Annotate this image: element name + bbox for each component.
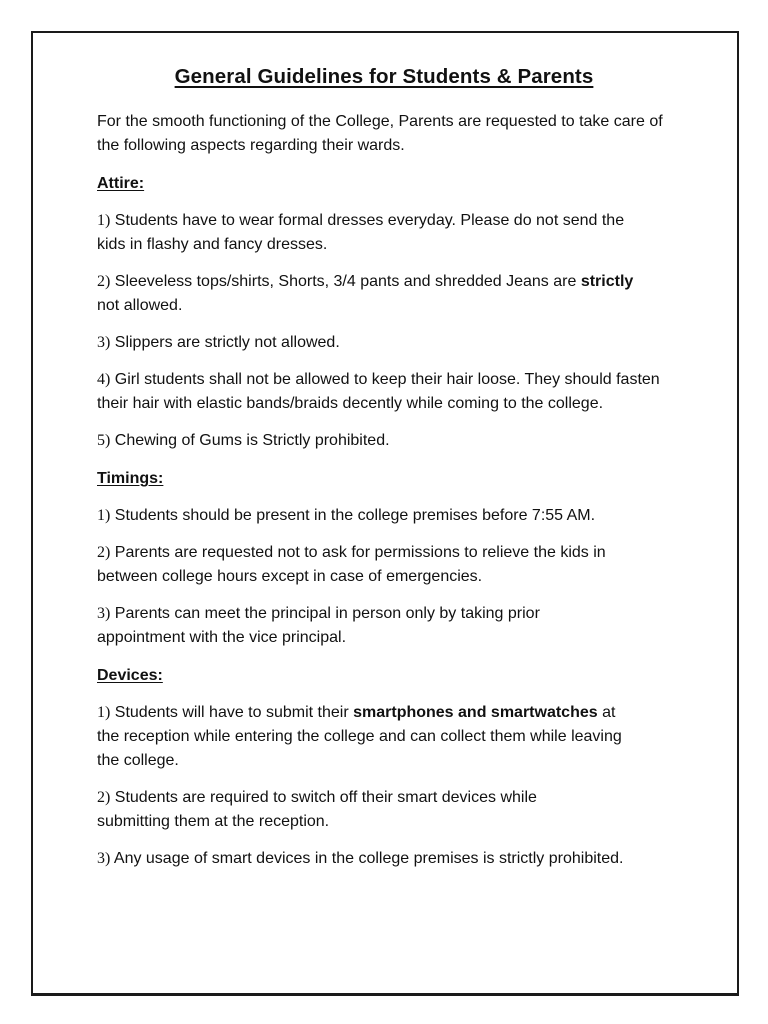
item-number: 2) (97, 789, 111, 806)
item-number: 5) (97, 432, 111, 449)
devices-item-2 (97, 786, 597, 834)
item-emphasis: smartphones and smartwatches (353, 704, 598, 721)
attire-item-1 (97, 209, 652, 257)
devices-heading: Devices: (97, 667, 163, 684)
item-number: 3) (97, 605, 111, 622)
timings-item-1 (97, 504, 697, 528)
item-text: Any usage of smart devices in the college premises is strictly prohibited. (110, 850, 624, 867)
item-text: Sleeveless tops/shirts, Shorts, 3/4 pants and shredded Jeans are (110, 273, 581, 290)
item-text: Students should be present in the college premises before 7:55 AM. (110, 507, 596, 524)
item-number: 4) (97, 371, 111, 388)
timings-item-3 (97, 602, 597, 650)
item-text: Students are required to switch off their smart devices while submitting them at the reception. (97, 789, 537, 830)
attire-item-4 (97, 368, 667, 416)
item-number: 2) (97, 544, 111, 561)
item-text: Parents are requested not to ask for permissions to relieve the kids in between college hours except in case of emergencies. (97, 544, 606, 585)
document-body (97, 110, 697, 871)
item-text: Students have to wear formal dresses everyday. Please do not send the kids in flashy and fancy dresses. (97, 212, 625, 253)
attire-item-2 (97, 270, 637, 318)
item-number: 3) (97, 334, 111, 351)
devices-item-1 (97, 701, 627, 773)
timings-heading: Timings: (97, 470, 164, 487)
item-number: 2) (97, 273, 111, 290)
item-text: Slippers are strictly not allowed. (110, 334, 340, 351)
attire-heading: Attire: (97, 175, 145, 192)
timings-item-2 (97, 541, 662, 589)
document-title: General Guidelines for Students & Parents (174, 65, 594, 88)
attire-item-5 (97, 429, 697, 453)
item-emphasis: strictly (580, 273, 634, 290)
attire-item-3 (97, 331, 697, 355)
item-number: 1) (97, 507, 111, 524)
item-text: Students will have to submit their (110, 704, 354, 721)
item-number: 1) (97, 704, 111, 721)
item-text: Chewing of Gums is Strictly prohibited. (110, 432, 390, 449)
item-number: 3) (97, 850, 111, 867)
intro-paragraph: For the smooth functioning of the College, Parents are requested to take care of the following aspects regarding their wards. (97, 113, 663, 154)
item-text: Girl students shall not be allowed to keep their hair loose. They should fasten their hair with elastic bands/braids decently while coming to the college. (97, 371, 660, 412)
item-text: not allowed. (97, 297, 183, 314)
item-text: Parents can meet the principal in person only by taking prior appointment with the vice principal. (97, 605, 540, 646)
item-text: at the reception while entering the college and can collect them while leaving the college. (97, 704, 622, 769)
devices-item-3 (97, 847, 707, 871)
item-number: 1) (97, 212, 111, 229)
